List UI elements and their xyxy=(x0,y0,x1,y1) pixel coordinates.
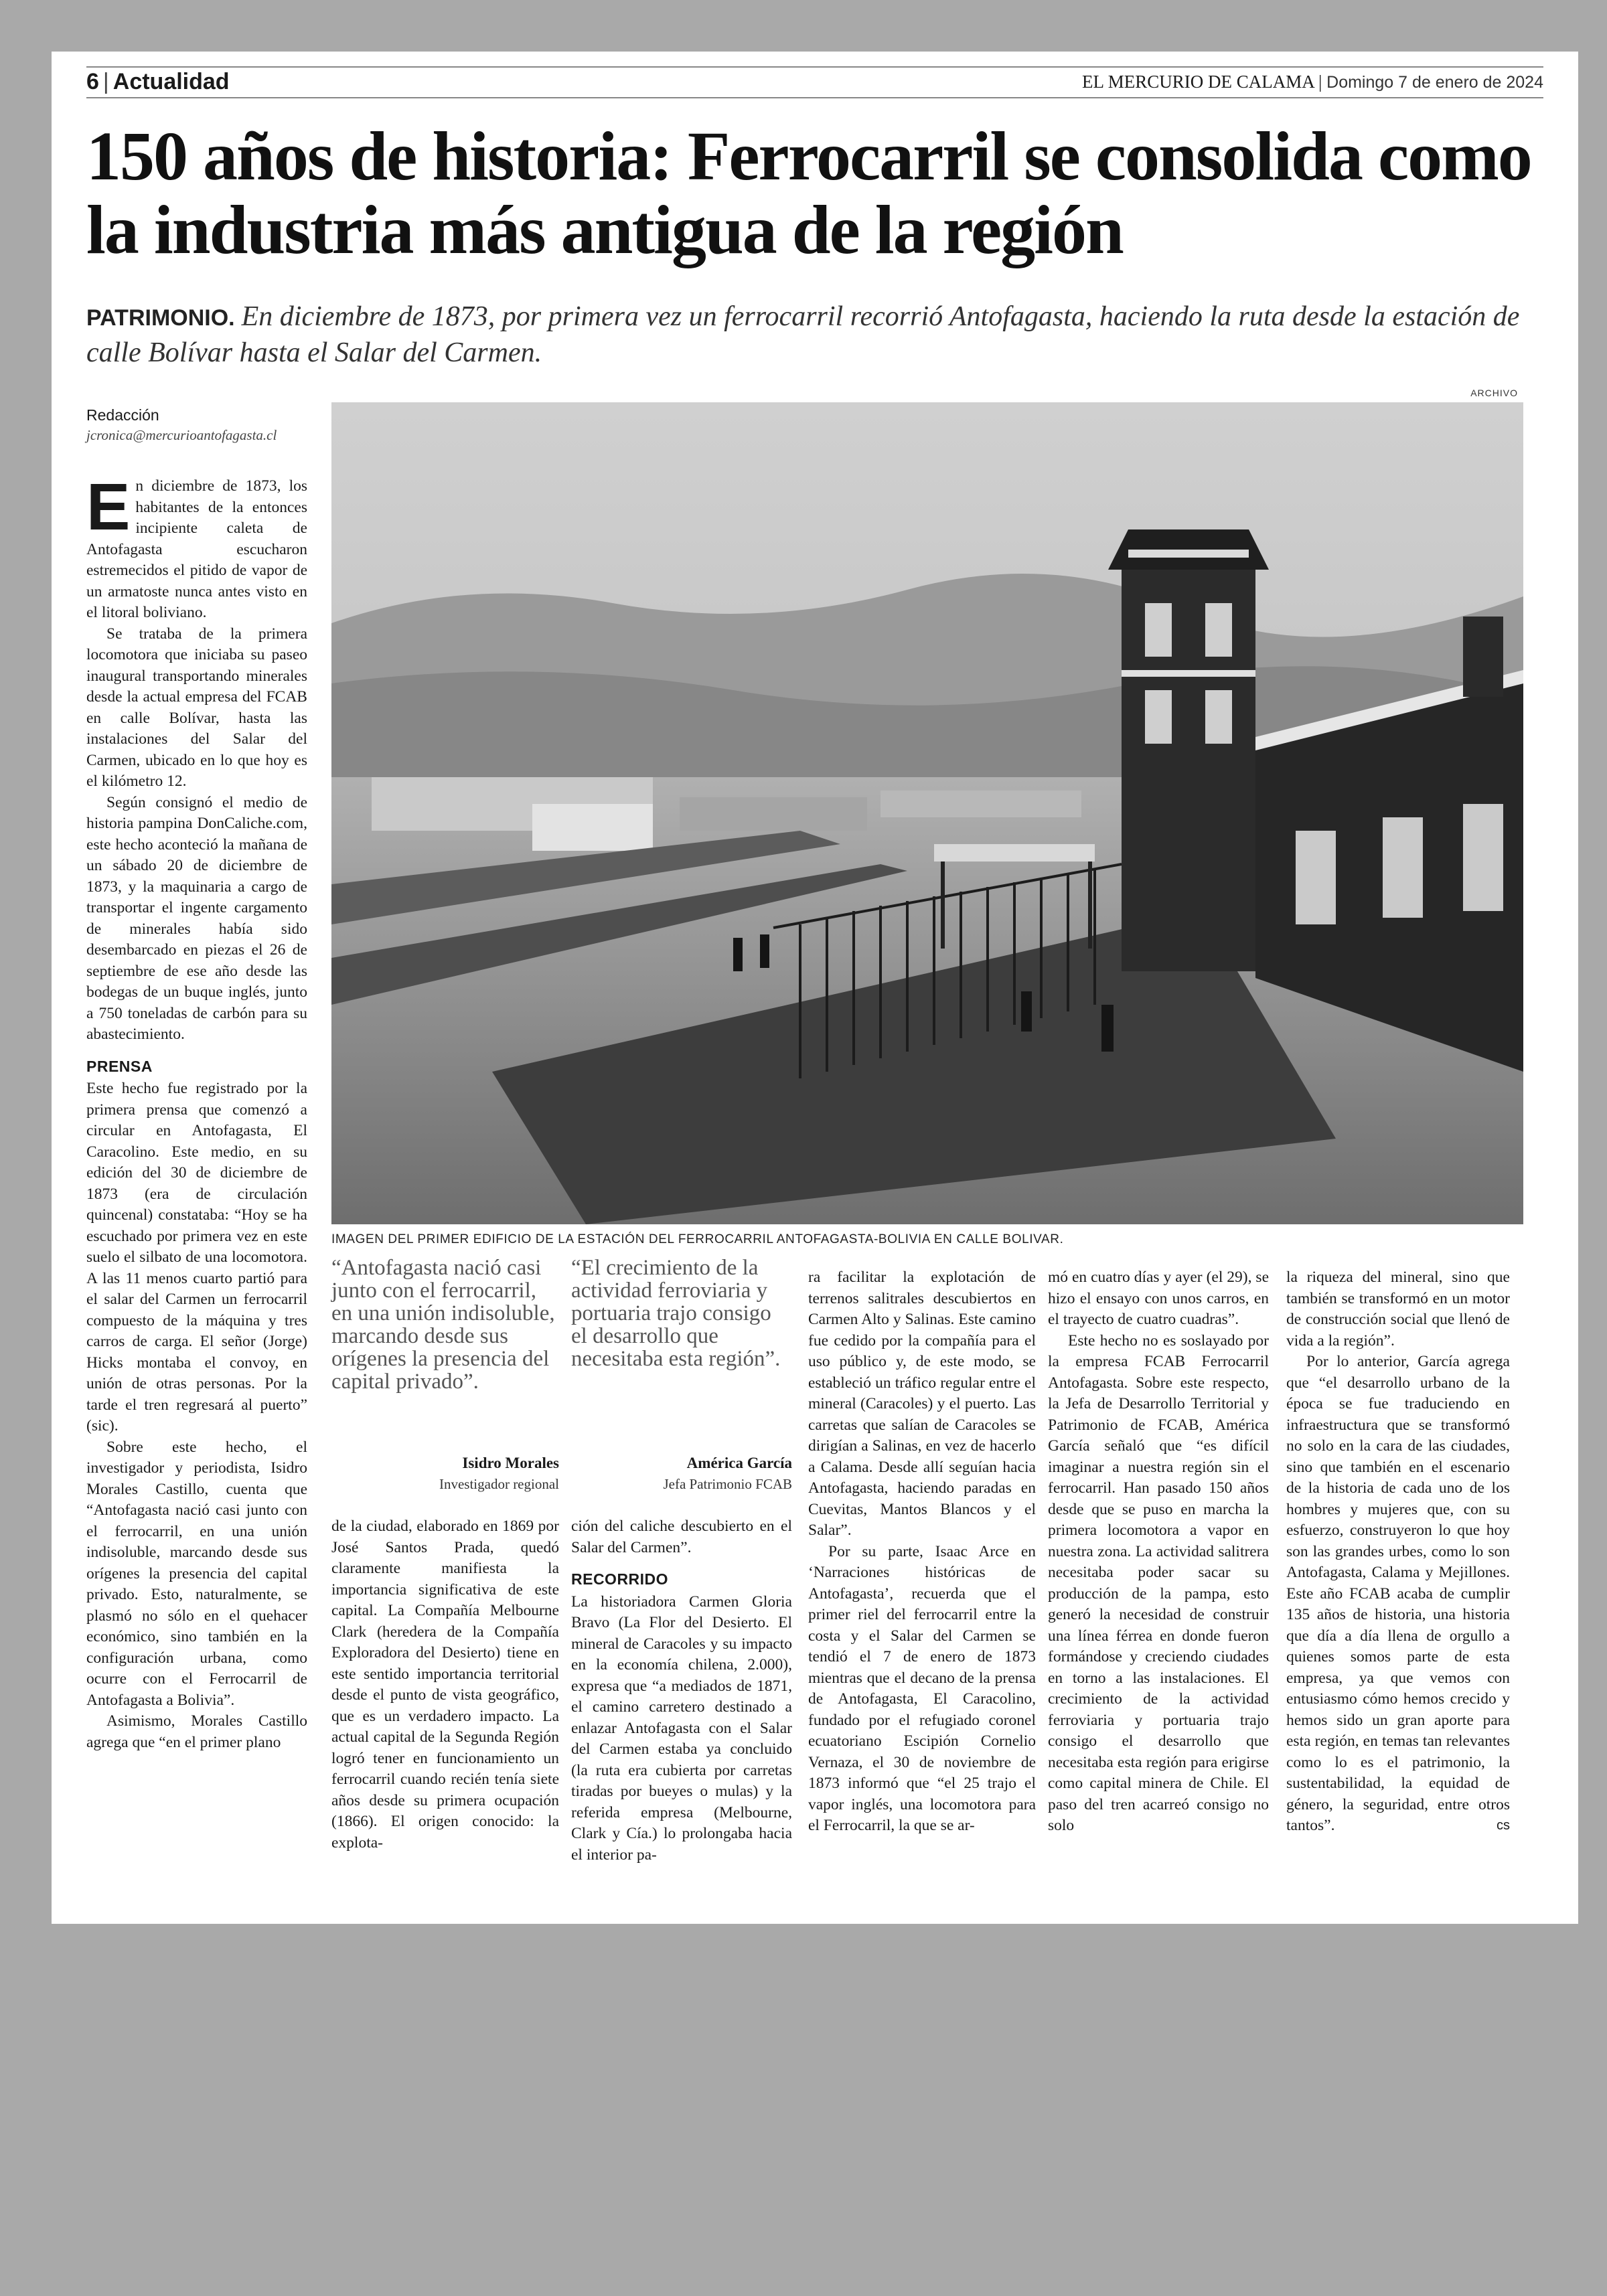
paragraph: de la ciudad, elaborado en 1869 por José Santos Prada, quedó claramente manifiesta la importancia significativa de este capital. La Compañía Melbourne Clark (heredera de la Compañía Exploradora del Desierto) tiene en este sentido importancia territorial desde el punto de vista geográfico, que es un verdadero impacto. La actual capital de la Segunda Región logró tener en funcionamiento un ferrocarril cuando recién tenía siete años desde su primera ocupación (1866). El origen conocido: la explota- xyxy=(331,1518,559,1852)
byline xyxy=(86,406,307,444)
kicker: PATRIMONIO. xyxy=(86,305,235,331)
quote-1-name: Isidro Morales xyxy=(462,1455,559,1471)
end-mark: cs xyxy=(1497,1818,1510,1833)
final-text: Por lo anterior, García agrega que “el desarrollo urbano de la época se fue traduciendo en infraestructura que se transformó no solo en la cara de las ciudades, sino que también en el escenario de la historia de cada uno de los hombres y mujeres que, con su esfuerzo, construyeron lo que hoy son las grandes urbes, como lo son Antofagasta, Calama y Mejillones. Este año FCAB acaba de cumplir 135 años de historia, una historia que día a día llena de orgullo a quienes somos parte de esta empresa, ya que vemos con entusiasmo cómo hemos crecido y hemos sido un gran aporte para esta región, en temas tan relevantes como lo es el patrimonio, la sustentabilidad, la equidad de género, la seguridad, entre otros tantos”. xyxy=(1286,1353,1510,1834)
paragraph: La historiadora Carmen Gloria Bravo (La Flor del Desierto. El mineral de Caracoles y su impacto en la economía chilena, 2.000), expresa que “a mediados de 1871, el camino carretero destinado a enlazar Antofagasta con el Salar del Carmen estaba ya concluido (la ruta era cubierta por carretas tiradas por bueyes o mulas) y la referida empresa (Melbourne, Clark y Cía.) lo prolongaba hacia el interior pa- xyxy=(571,1592,792,1864)
masthead-line: EL MERCURIO DE CALAMA | Domingo 7 de enero de 2024 xyxy=(1081,72,1543,92)
paragraph: Asimismo, Morales Castillo agrega que “en el primer plano xyxy=(86,1712,307,1751)
newspaper-page xyxy=(52,52,1578,1924)
quote-1-role: Investigador regional xyxy=(439,1476,559,1492)
newspaper-name: EL MERCURIO DE CALAMA xyxy=(1081,72,1314,92)
paragraph: mó en cuatro días y ayer (el 29), se hizo el ensayo con unos carros, en el trayecto de cuatro cuadras”. xyxy=(1048,1268,1269,1328)
paragraph: Este hecho fue registrado por la primera prensa que comenzó a circular en Antofagasta, El Caracolino. Este medio, en su edición del 30 de diciembre de 1873 (era de circulación quincenal) constataba: “Hoy se ha escuchado por primera vez en este suelo el silbato de una locomotora. A las 11 menos cuarto partió para el salar del Carmen un ferrocarril compuesto de la máquina y tres carros de carga. El señor (Jorge) Hicks montaba el convoy, en unión de otras personas. Por la tarde el tren regresará al puerto” (sic). xyxy=(86,1080,307,1434)
paragraph: ra facilitar la explotación de terrenos salitrales descubiertos en Carmen Alto y Salinas. Este camino fue cedido por la compañía para el uso público y, de este modo, se estableció un tráfico regular entre el mineral (Caracoles) y el puerto. Las carretas que salían de Caracoles se dirigían a Salinas, en vez de hacerlo a Calama. Desde allí seguían hacia Antofagasta, haciendo paradas en Cuevitas, Mantos Blancos y el Salar”. xyxy=(808,1268,1036,1539)
article-column-4 xyxy=(808,1267,1036,1837)
pull-quote-1: “Antofagasta nació casi junto con el ferrocarril, en una unión indisoluble, marcando desde sus orígenes la presencia del capital privado”. xyxy=(331,1256,555,1394)
subhead-recorrido: RECORRIDO xyxy=(571,1570,669,1588)
article-column-2 xyxy=(331,1516,559,1854)
photo-caption: IMAGEN DEL PRIMER EDIFICIO DE LA ESTACIÓN DEL FERROCARRIL ANTOFAGASTA-BOLIVIA EN CALLE BOLIVAR. xyxy=(331,1232,1064,1246)
article-column-5 xyxy=(1048,1267,1269,1837)
drop-cap: E xyxy=(86,470,131,544)
paragraph-final xyxy=(1286,1351,1510,1837)
subhead-prensa: PRENSA xyxy=(86,1057,153,1075)
historic-station-photo xyxy=(331,402,1523,1224)
paragraph: Se trataba de la primera locomotora que iniciaba su paseo inaugural transportando minerales desde la actual empresa del FCAB en calle Bolívar, hasta las instalaciones del Salar del Carmen, ubicado en lo que hoy es el kilómetro 12. xyxy=(86,625,307,790)
photo-credit: ARCHIVO xyxy=(1470,388,1518,398)
article-column-3 xyxy=(571,1516,792,1866)
deck xyxy=(86,299,1546,370)
page-header xyxy=(86,66,1543,98)
paragraph: Sobre este hecho, el investigador y periodista, Isidro Morales Castillo, cuenta que “Antofagasta nació casi junto con el ferrocarril, en una unión indisoluble, marcando desde sus orígenes la presencia del capital privado. Esto, naturalmente, se plasmó no sólo en el quehacer económico, sino también en la configuración urbana, como ocurre con el Ferrocarril de Antofagasta a Bolivia”. xyxy=(86,1438,307,1709)
article-column-6 xyxy=(1286,1267,1510,1837)
pull-quote-2: “El crecimiento de la actividad ferroviaria y portuaria trajo consigo el desarrollo que necesitaba esta región”. xyxy=(571,1256,781,1371)
article-column-1 xyxy=(86,470,307,1753)
paragraph: ción del caliche descubierto en el Salar del Carmen”. xyxy=(571,1518,792,1556)
issue-date: Domingo 7 de enero de 2024 xyxy=(1326,73,1543,92)
lede-text: n diciembre de 1873, los habitantes de la entonces incipiente caleta de Antofagasta escucharon estremecidos el pitido de vapor de un armatoste nunca antes visto en el litoral boliviano. xyxy=(86,477,307,621)
author-email: jcronica@mercurioantofagasta.cl xyxy=(86,427,277,443)
paragraph: la riqueza del mineral, sino que también se transformó en un motor de construcción social que llenó de vida a la región”. xyxy=(1286,1268,1510,1349)
paragraph-lede xyxy=(86,470,307,624)
section-label: 6 | Actualidad xyxy=(86,69,230,94)
deck-text: En diciembre de 1873, por primera vez un ferrocarril recorrió Antofagasta, haciendo la ruta desde la estación de calle Bolívar hasta el Salar del Carmen. xyxy=(86,301,1520,368)
quote-2-role: Jefa Patrimonio FCAB xyxy=(663,1476,792,1492)
section-name: Actualidad xyxy=(112,69,230,94)
headline: 150 años de historia: Ferrocarril se consolida como la industria más antigua de la región xyxy=(86,118,1531,268)
quote-2-name: América García xyxy=(686,1455,792,1471)
page-number: 6 xyxy=(86,69,99,94)
paragraph: Según consignó el medio de historia pampina DonCaliche.com, este hecho aconteció la mañana de un sábado 20 de diciembre de 1873, y la maquinaria a cargo de transportar el ingente cargamento de minerales había sido desembarcado en piezas el 26 de septiembre de ese año desde las bodegas de un buque inglés, junto a 750 toneladas de carbón para su abastecimiento. xyxy=(86,793,307,1043)
author-name: Redacción xyxy=(86,406,159,424)
paragraph: Por su parte, Isaac Arce en ‘Narraciones históricas de Antofagasta’, recuerda que el primer riel del ferrocarril entre la costa y el Salar del Carmen se tendió el 7 de enero de 1873 mientras que el decano de la prensa de Antofagasta, El Caracolino, fundado por el refugiado coronel ecuatoriano Escipión Cornelio Vernaza, el 30 de noviembre de 1873 informó que “el 25 trajo el vapor inglés, una locomotora para el Ferrocarril, la que se ar- xyxy=(808,1542,1036,1834)
paragraph: Este hecho no es soslayado por la empresa FCAB Ferrocarril Antofagasta. Sobre este respecto, la Jefa de Desarrollo Territorial y Patrimonio de FCAB, América García señaló que “es difícil imaginar a nuestra región sin el ferrocarril. Han pasado 150 años desde que se puso en marcha la primera locomotora a vapor en nuestra zona. La actividad salitrera necesitaba poder sacar su producción de la pampa, esto generó la necesidad de construir una línea férrea en donde fueron formándose y creciendo ciudades en torno a las instalaciones. El crecimiento de la actividad ferroviaria y portuaria trajo consigo el desarrollo que necesitaba esta región para erigirse como capital minera de Chile. El paso del tren acarreó consigo no solo xyxy=(1048,1331,1269,1834)
